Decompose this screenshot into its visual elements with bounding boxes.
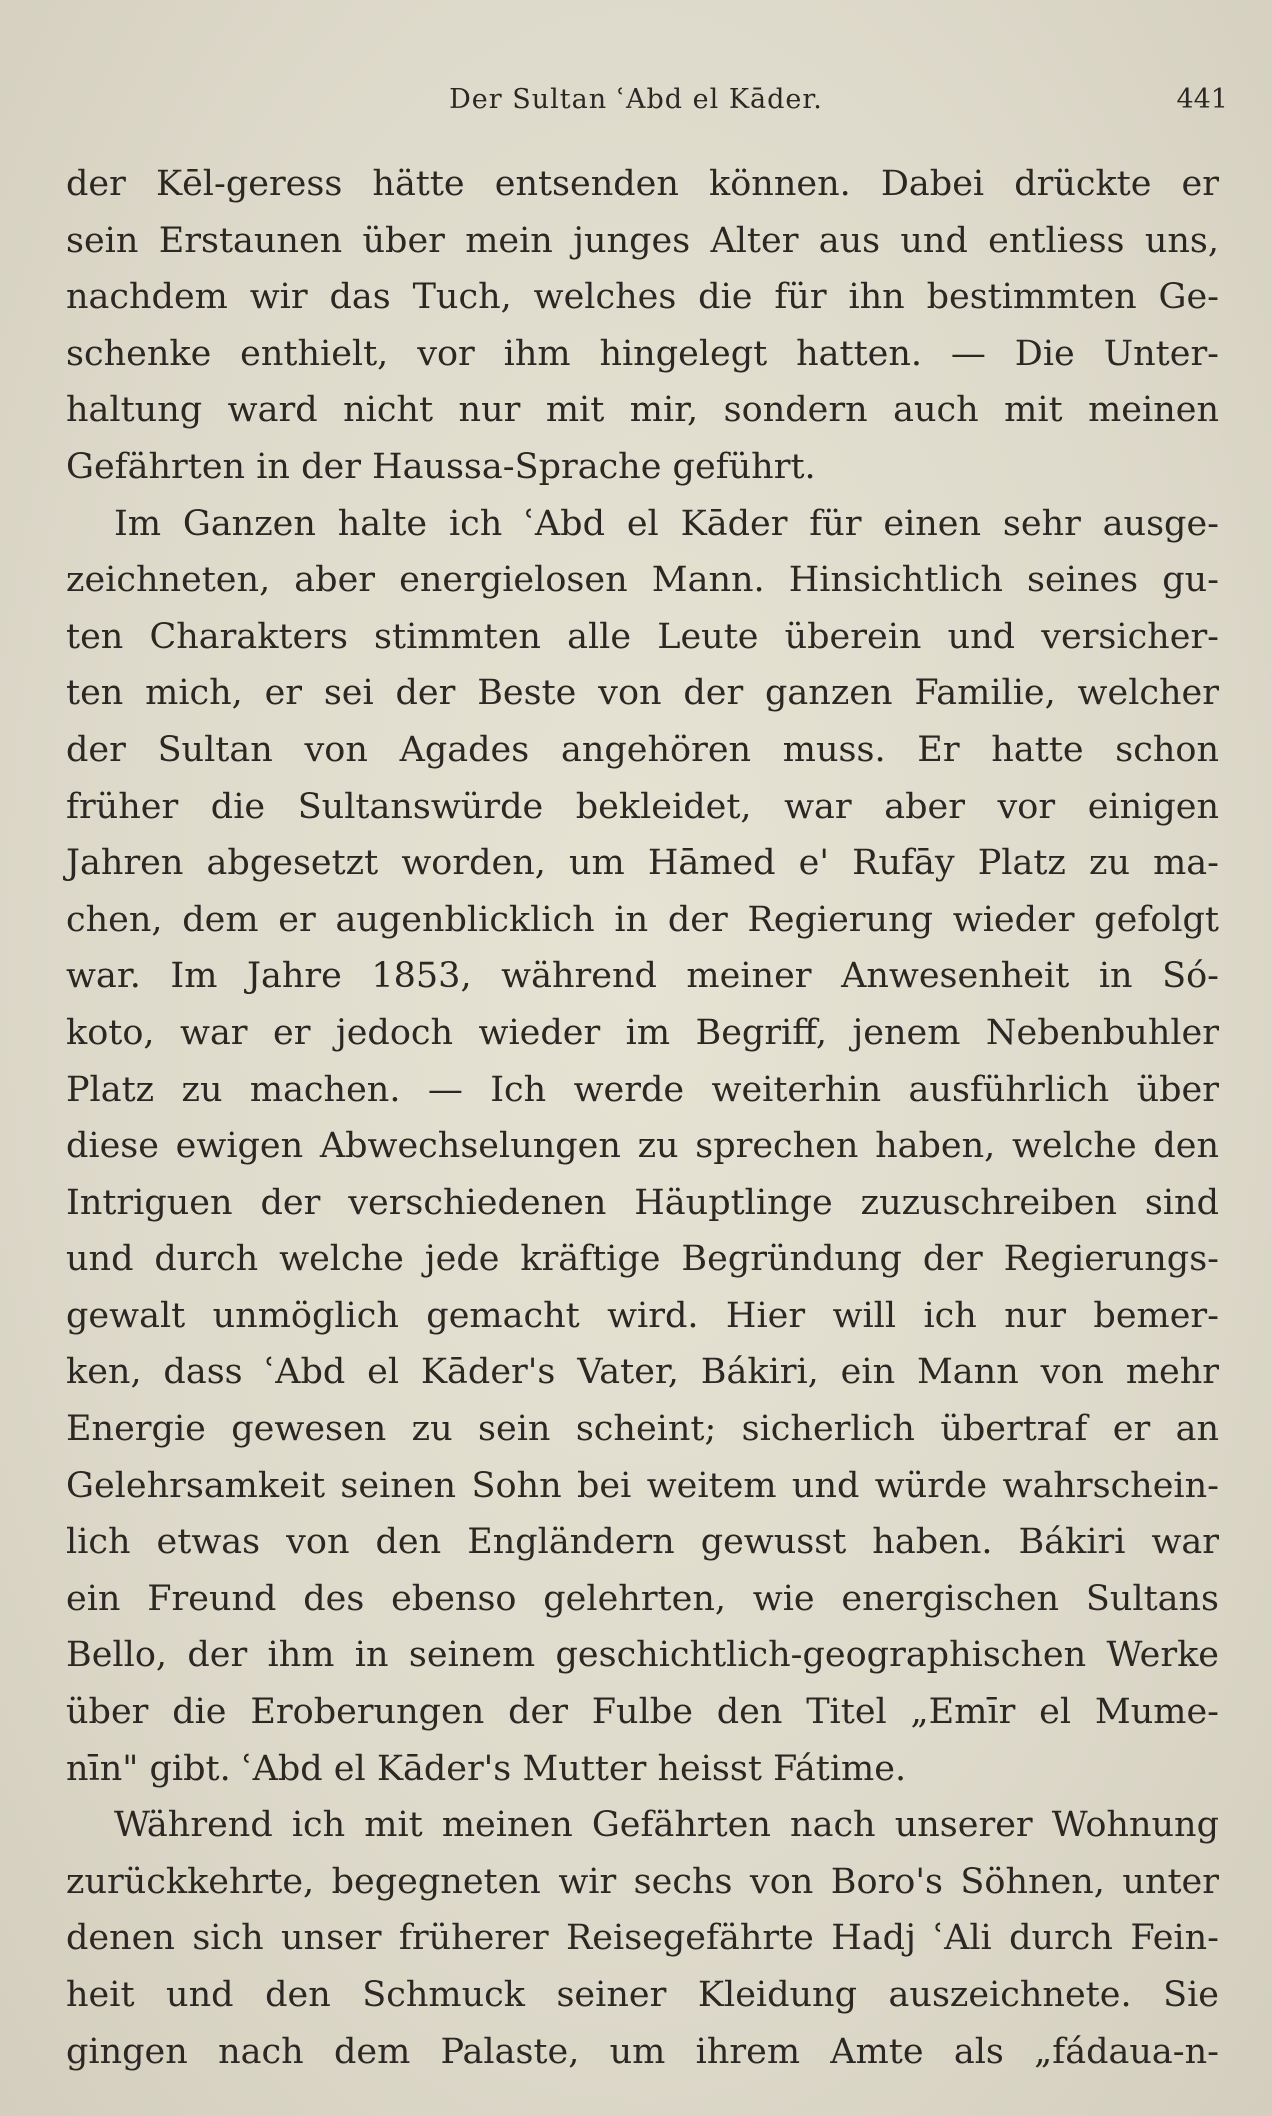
paragraph-start-line: Im Ganzen halte ich ʿAbd el Kāder für einen sehr ausge- [114,503,1219,544]
text-line: koto, war er jedoch wieder im Begriff, jenem Nebenbuhler [66,1012,1219,1053]
text-line: Gefährten in der Haussa-Sprache geführt. [66,446,816,487]
text-line: und durch welche jede kräftige Begründung der Regierungs- [66,1239,1219,1280]
text-line: heit und den Schmuck seiner Kleidung auszeichnete. Sie [66,1975,1219,2015]
text-line: früher die Sultanswürde bekleidet, war aber vor einigen [66,786,1219,827]
text-line: gingen nach dem Palaste, um ihrem Amte als „fádaua-n- [66,2031,1219,2072]
text-line: Energie gewesen zu sein scheint; sicherlich übertraf er an [66,1409,1219,1450]
text-line: zeichneten, aber energielosen Mann. Hinsichtlich seines gu- [66,560,1219,601]
text-line: nachdem wir das Tuch, welches die für ihn bestimmten Ge- [66,277,1219,318]
body-text [66,156,1219,2080]
text-line: der Sultan von Agades angehören muss. Er hatte schon [66,729,1219,770]
text-line: Jahren abgesetzt worden, um Hāmed e' Rufāy Platz zu ma- [66,843,1219,884]
text-line: Platz zu machen. — Ich werde weiterhin ausführlich über [66,1069,1219,1110]
text-line: denen sich unser früherer Reisegefährte Hadj ʿAli durch Fein- [66,1918,1219,1959]
text-line: ein Freund des ebenso gelehrten, wie energischen Sultans [66,1578,1219,1619]
running-title: Der Sultan ʿAbd el Kāder. [449,84,823,115]
text-line: diese ewigen Abwechselungen zu sprechen haben, welche den [66,1126,1219,1167]
text-line: zurückkehrte, begegneten wir sechs von Boro's Söhnen, unter [66,1861,1219,1902]
text-line: war. Im Jahre 1853, während meiner Anwesenheit in Só- [66,956,1219,997]
text-line: haltung ward nicht nur mit mir, sondern auch mit meinen [66,390,1219,431]
text-line: schenke enthielt, vor ihm hingelegt hatten. — Die Unter- [66,333,1219,374]
text-line: gewalt unmöglich gemacht wird. Hier will ich nur bemer- [66,1295,1219,1336]
text-line: nīn" gibt. ʿAbd el Kāder's Mutter heisst Fátime. [66,1748,907,1789]
text-line: Bello, der ihm in seinem geschichtlich-geographischen Werke [66,1635,1219,1676]
text-line: chen, dem er augenblicklich in der Regierung wieder gefolgt [66,899,1219,940]
page-header [0,78,1272,122]
text-line: sein Erstaunen über mein junges Alter aus und entliess uns, [66,220,1219,261]
text-line: Intriguen der verschiedenen Häuptlinge zuzuschreiben sind [66,1182,1219,1223]
text-line: ken, dass ʿAbd el Kāder's Vater, Bákiri, ein Mann von mehr [66,1352,1219,1393]
text-line: lich etwas von den Engländern gewusst haben. Bákiri war [66,1522,1219,1563]
page-number: 441 [1176,84,1228,115]
paragraph-start-line: Während ich mit meinen Gefährten nach unserer Wohnung [114,1805,1219,1846]
text-line: ten mich, er sei der Beste von der ganzen Familie, welcher [66,673,1219,714]
text-line: ten Charakters stimmten alle Leute überein und versicher- [66,616,1219,657]
text-line: Gelehrsamkeit seinen Sohn bei weitem und würde wahrschein- [66,1465,1219,1506]
text-line: über die Eroberungen der Fulbe den Titel „Emīr el Mume- [66,1692,1219,1733]
text-line: der Kēl-geress hätte entsenden können. Dabei drückte er [66,164,1219,204]
